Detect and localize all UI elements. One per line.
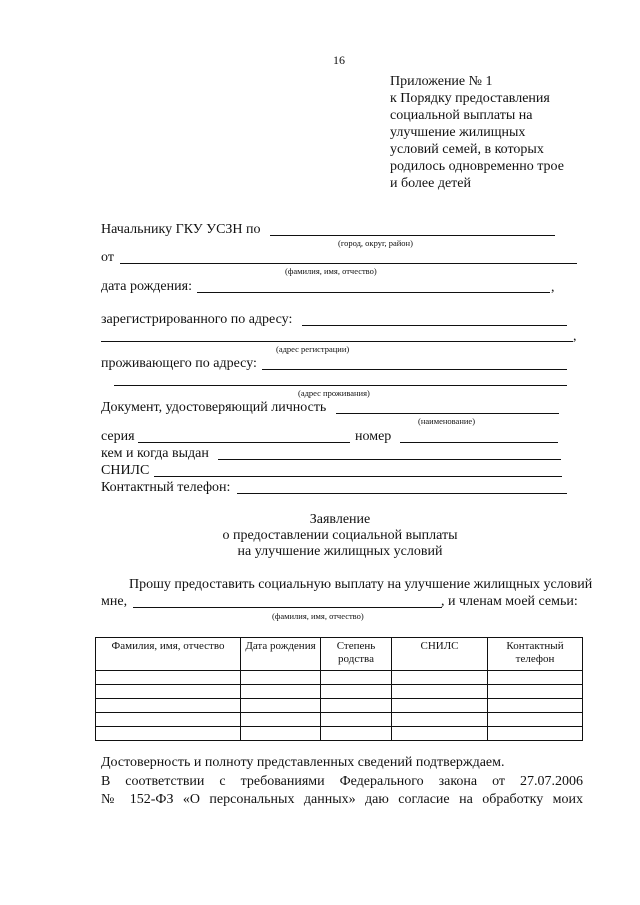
- comma: ,: [551, 280, 555, 295]
- series-label: серия: [101, 429, 135, 444]
- table-row: [96, 685, 583, 699]
- header-snils: СНИЛС: [392, 638, 488, 671]
- registered-caption: (адрес регистрации): [276, 344, 350, 354]
- appendix-line: условий семей, в которых: [390, 142, 544, 157]
- table-cell[interactable]: [392, 699, 488, 713]
- number-label: номер: [355, 429, 392, 444]
- residing-label: проживающего по адресу:: [101, 356, 257, 371]
- residing-line-2[interactable]: [114, 385, 567, 386]
- table-cell[interactable]: [321, 699, 392, 713]
- statement-subtitle-2: на улучшение жилищных условий: [237, 544, 443, 559]
- table-cell[interactable]: [321, 685, 392, 699]
- table-cell[interactable]: [241, 727, 321, 741]
- appendix-line: улучшение жилищных: [390, 125, 526, 140]
- table-cell[interactable]: [96, 713, 241, 727]
- header-birth-date: Дата рождения: [241, 638, 321, 671]
- request-family: , и членам моей семьи:: [441, 594, 578, 609]
- table-cell[interactable]: [392, 671, 488, 685]
- appendix-line: и более детей: [390, 176, 472, 191]
- appendix-block: [390, 73, 564, 192]
- phone-line[interactable]: [237, 493, 567, 494]
- table-cell[interactable]: [96, 685, 241, 699]
- header-relation: Степень родства: [321, 638, 392, 671]
- statement-title: Заявление: [309, 512, 371, 527]
- table-row: [96, 671, 583, 685]
- table-cell[interactable]: [96, 727, 241, 741]
- header-fio: Фамилия, имя, отчество: [96, 638, 241, 671]
- phone-label: Контактный телефон:: [101, 480, 231, 495]
- appendix-line: социальной выплаты на: [390, 108, 533, 123]
- appendix-line: родилось одновременно трое: [390, 159, 564, 174]
- family-table: [95, 637, 583, 741]
- district-caption: (город, округ, район): [338, 238, 413, 248]
- table-row: [96, 713, 583, 727]
- table-cell[interactable]: [241, 713, 321, 727]
- snils-line[interactable]: [154, 476, 562, 477]
- table-header-row: [96, 638, 583, 671]
- table-cell[interactable]: [392, 713, 488, 727]
- table-cell[interactable]: [392, 685, 488, 699]
- id-doc-line[interactable]: [336, 413, 559, 414]
- to-head-label: Начальнику ГКУ УСЗН по: [101, 222, 261, 237]
- confirm-text: Достоверность и полноту представленных сведений подтверждаем.: [101, 755, 505, 770]
- page-number: 16: [333, 53, 345, 67]
- request-me: мне,: [101, 594, 128, 609]
- appendix-line: Приложение № 1: [390, 74, 493, 89]
- table-cell[interactable]: [321, 713, 392, 727]
- district-line[interactable]: [270, 235, 555, 236]
- registered-label: зарегистрированного по адресу:: [101, 312, 293, 327]
- request-text: Прошу предоставить социальную выплату на улучшение жилищных условий: [129, 577, 593, 592]
- fio-caption: (фамилия, имя, отчество): [285, 266, 377, 276]
- table-cell[interactable]: [96, 699, 241, 713]
- snils-label: СНИЛС: [101, 463, 150, 478]
- table-cell[interactable]: [392, 727, 488, 741]
- table-cell[interactable]: [488, 685, 583, 699]
- issued-line[interactable]: [218, 459, 561, 460]
- residing-caption: (адрес проживания): [298, 388, 370, 398]
- from-label: от: [101, 250, 114, 265]
- table-cell[interactable]: [488, 713, 583, 727]
- appendix-line: к Порядку предоставления: [390, 91, 550, 106]
- consent-line-1: В соответствии с требованиями Федерального закона от 27.07.2006: [101, 774, 583, 789]
- registered-line-1[interactable]: [302, 325, 567, 326]
- table-cell[interactable]: [321, 727, 392, 741]
- consent-line-2: № 152-ФЗ «О персональных данных» даю согласие на обработку моих: [101, 792, 583, 807]
- series-line[interactable]: [138, 442, 350, 443]
- table-cell[interactable]: [96, 671, 241, 685]
- id-doc-label: Документ, удостоверяющий личность: [101, 400, 327, 415]
- issued-label: кем и когда выдан: [101, 446, 209, 461]
- table-cell[interactable]: [241, 699, 321, 713]
- table-row: [96, 727, 583, 741]
- table-cell[interactable]: [321, 671, 392, 685]
- table-cell[interactable]: [241, 671, 321, 685]
- statement-subtitle-1: о предоставлении социальной выплаты: [222, 528, 458, 543]
- request-caption: (фамилия, имя, отчество): [272, 611, 364, 621]
- comma: ,: [573, 329, 577, 344]
- table-cell[interactable]: [241, 685, 321, 699]
- table-row: [96, 699, 583, 713]
- birth-date-label: дата рождения:: [101, 279, 192, 294]
- number-line[interactable]: [400, 442, 558, 443]
- table-cell[interactable]: [488, 699, 583, 713]
- header-phone: Контактный телефон: [488, 638, 583, 671]
- registered-line-2[interactable]: [101, 341, 573, 342]
- table-cell[interactable]: [488, 727, 583, 741]
- id-doc-caption: (наименование): [418, 416, 476, 426]
- residing-line-1[interactable]: [262, 369, 567, 370]
- applicant-fio-line[interactable]: [133, 607, 442, 608]
- table-cell[interactable]: [488, 671, 583, 685]
- fio-line[interactable]: [120, 263, 577, 264]
- birth-date-line[interactable]: [197, 292, 550, 293]
